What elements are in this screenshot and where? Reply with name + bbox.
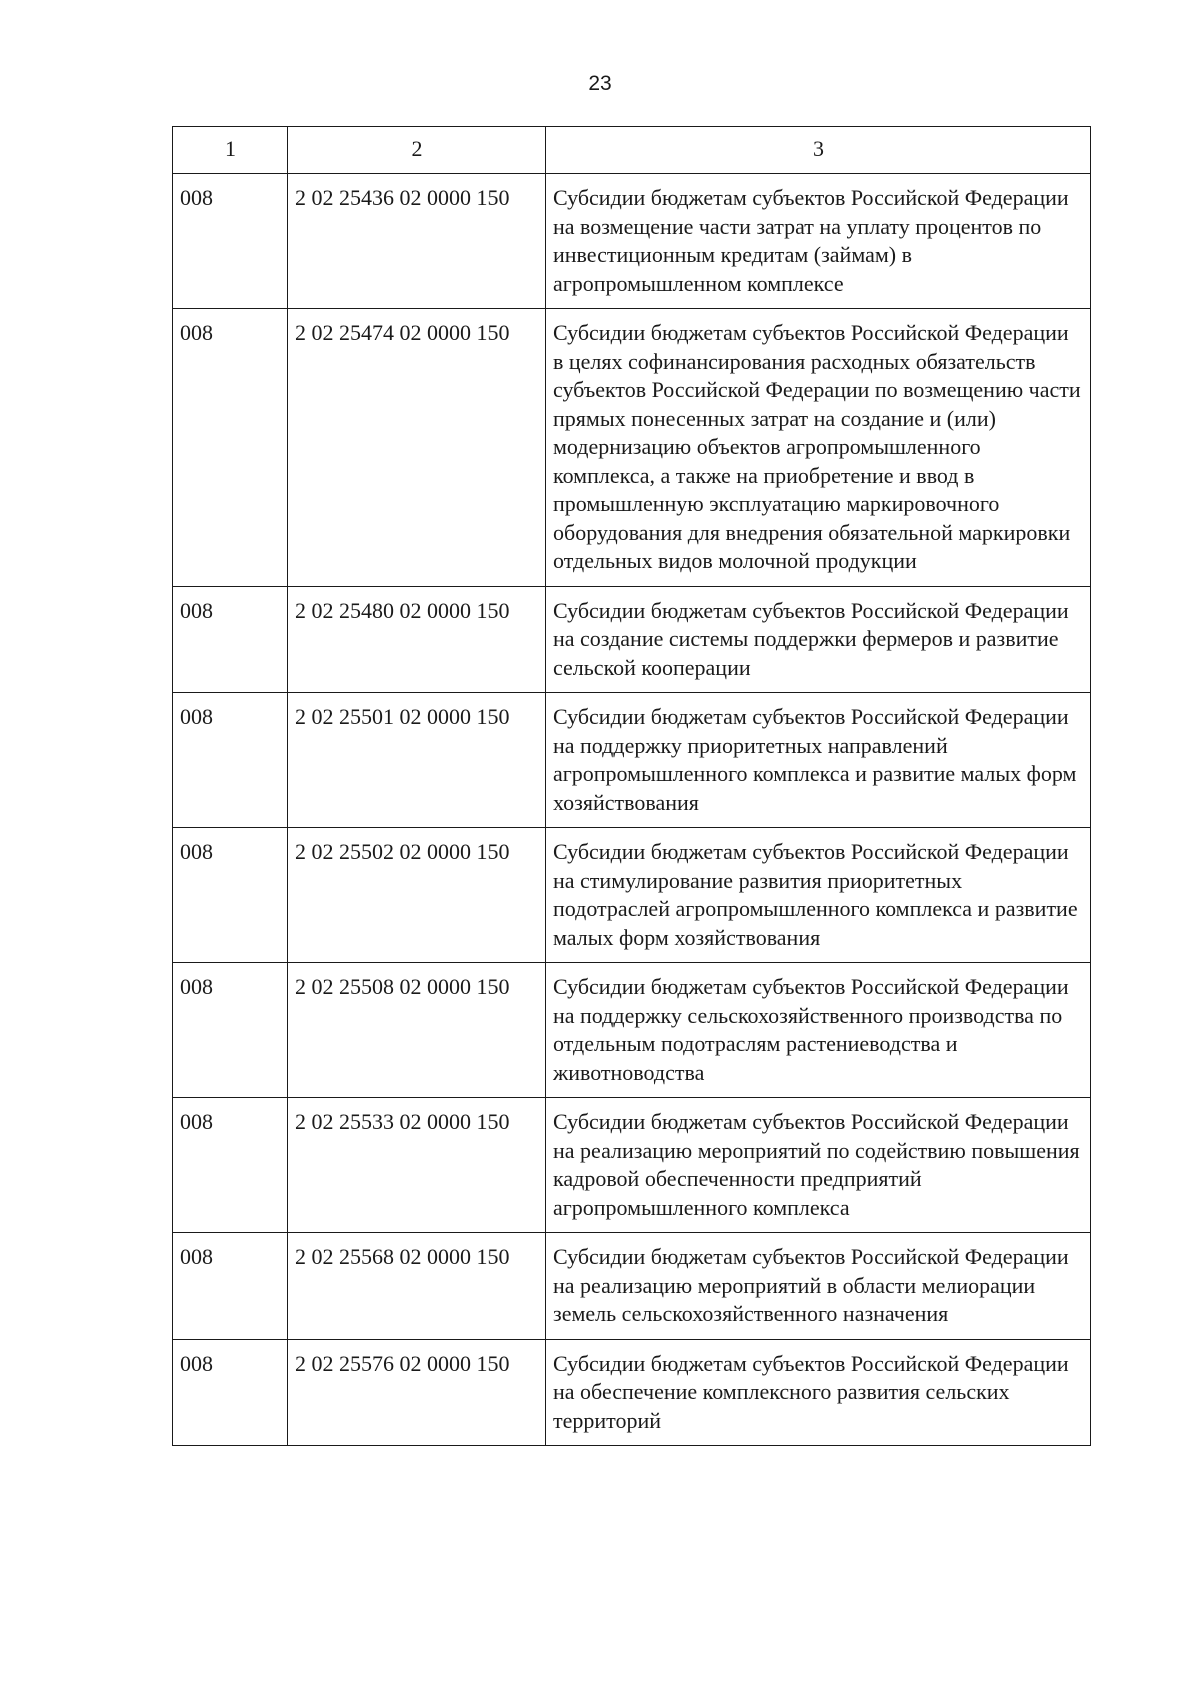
table-row [173,963,1091,1098]
table-row [173,1233,1091,1340]
revenue-name-cell: Субсидии бюджетам субъектов Российской Федерации на создание системы поддержки фермеров и развитие сельской кооперации [546,586,1091,693]
table-row [173,309,1091,587]
admin-code-cell: 008 [173,1233,288,1340]
admin-code-cell: 008 [173,963,288,1098]
table-row [173,1098,1091,1233]
revenue-code-cell: 2 02 25501 02 0000 150 [288,693,546,828]
admin-code-cell: 008 [173,693,288,828]
revenue-name-cell: Субсидии бюджетам субъектов Российской Федерации на обеспечение комплексного развития сельских территорий [546,1339,1091,1446]
revenue-name-cell: Субсидии бюджетам субъектов Российской Федерации на поддержку сельскохозяйственного производства по отдельным подотраслям растениеводства и животноводства [546,963,1091,1098]
revenue-code-cell: 2 02 25576 02 0000 150 [288,1339,546,1446]
table-header-row [173,127,1091,174]
revenue-code-cell: 2 02 25480 02 0000 150 [288,586,546,693]
revenue-code-cell: 2 02 25533 02 0000 150 [288,1098,546,1233]
table-row [173,828,1091,963]
revenue-code-cell: 2 02 25474 02 0000 150 [288,309,546,587]
admin-code-cell: 008 [173,1098,288,1233]
revenue-name-cell: Субсидии бюджетам субъектов Российской Федерации на реализацию мероприятий по содействию повышения кадровой обеспеченности предприятий агропромышленного комплекса [546,1098,1091,1233]
revenue-name-cell: Субсидии бюджетам субъектов Российской Федерации на поддержку приоритетных направлений агропромышленного комплекса и развитие малых форм хозяйствования [546,693,1091,828]
revenue-codes-table [172,126,1091,1446]
revenue-name-cell: Субсидии бюджетам субъектов Российской Федерации на стимулирование развития приоритетных подотраслей агропромышленного комплекса и развитие малых форм хозяйствования [546,828,1091,963]
revenue-code-cell: 2 02 25568 02 0000 150 [288,1233,546,1340]
admin-code-cell: 008 [173,309,288,587]
column-header-3: 3 [546,127,1091,174]
page-number: 23 [588,72,612,95]
revenue-name-cell: Субсидии бюджетам субъектов Российской Федерации на возмещение части затрат на уплату процентов по инвестиционным кредитам (займам) в агропромышленном комплексе [546,174,1091,309]
table-row [173,174,1091,309]
admin-code-cell: 008 [173,174,288,309]
admin-code-cell: 008 [173,586,288,693]
revenue-name-cell: Субсидии бюджетам субъектов Российской Федерации в целях софинансирования расходных обязательств субъектов Российской Федерации по возмещению части прямых понесенных затрат на создание и (или) модернизацию объектов агропромышленного комплекса, а также на приобретение и ввод в промышленную эксплуатацию маркировочного оборудования для внедрения обязательной маркировки отдельных видов молочной продукции [546,309,1091,587]
revenue-code-cell: 2 02 25508 02 0000 150 [288,963,546,1098]
revenue-code-cell: 2 02 25502 02 0000 150 [288,828,546,963]
admin-code-cell: 008 [173,1339,288,1446]
table-row [173,586,1091,693]
column-header-2: 2 [288,127,546,174]
revenue-code-cell: 2 02 25436 02 0000 150 [288,174,546,309]
revenue-name-cell: Субсидии бюджетам субъектов Российской Федерации на реализацию мероприятий в области мелиорации земель сельскохозяйственного назначения [546,1233,1091,1340]
table-row [173,1339,1091,1446]
column-header-1: 1 [173,127,288,174]
admin-code-cell: 008 [173,828,288,963]
table-row [173,693,1091,828]
table-body [173,174,1091,1446]
